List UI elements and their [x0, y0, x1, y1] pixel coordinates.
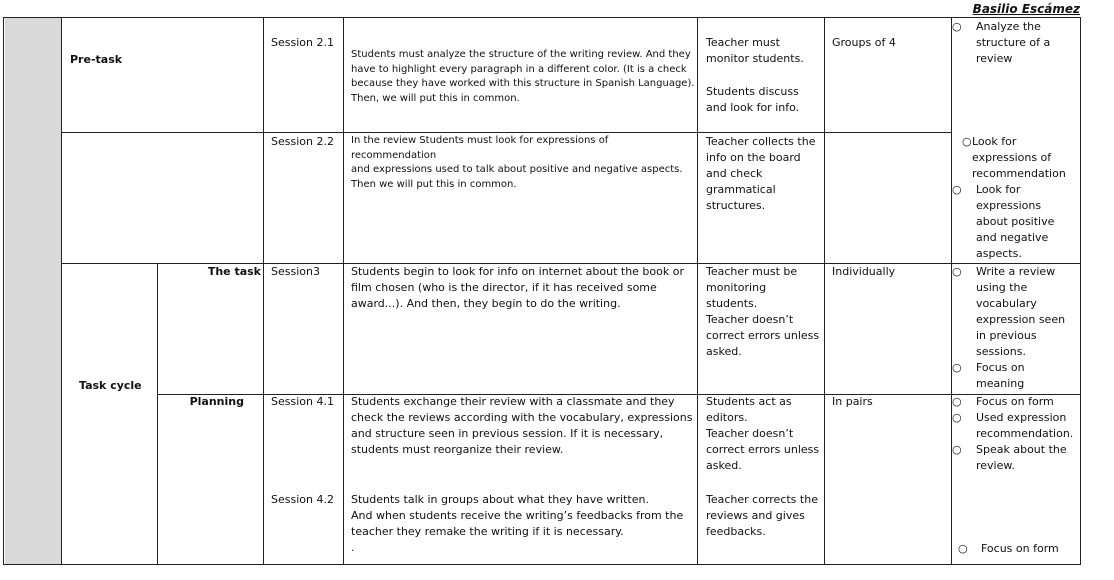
objectives-list	[952, 394, 1080, 474]
list-item: ○ Focus on meaning	[952, 361, 1025, 390]
grouping: Groups of 4	[832, 36, 896, 49]
list-item: ○ Speak about the review.	[952, 443, 1067, 472]
list-item: ○ Write a review using the vocabulary expression seen in previous sessions.	[952, 265, 1066, 358]
stage-task-cycle: Task cycle	[79, 379, 142, 392]
substage-planning: Planning	[189, 395, 244, 408]
session-label: Session 2.1	[271, 36, 334, 49]
list-item: ○ Look for expressions of recommendation	[962, 135, 1066, 180]
teacher-role: Teacher corrects the reviews and gives feedbacks.	[706, 493, 818, 538]
session-label: Session 4.2	[271, 493, 334, 506]
bullet-circle-icon: ○	[952, 20, 962, 33]
list-item: ○ Analyze the structure of a review	[952, 20, 1051, 65]
col-divider	[1080, 17, 1081, 565]
teacher-role: Teacher collects the info on the board and check grammatical structures.	[706, 135, 816, 212]
bullet-circle-icon: ○	[952, 443, 962, 456]
grouping: In pairs	[832, 395, 873, 408]
col-divider	[824, 17, 825, 565]
col-divider	[697, 17, 698, 565]
col-divider	[263, 17, 264, 565]
activity-description: Students must analyze the structure of the writing review. And they have to highlight every paragraph in a different color. (It is a check because they have worked with this structure in Spanish Language). Then, we will put this in common.	[351, 49, 695, 104]
table-border-bottom	[3, 564, 1081, 565]
activity-description: Students begin to look for info on internet about the book or film chosen (who is the director, if it has received some award...). And then, they begin to do the writing.	[351, 265, 684, 310]
bullet-circle-icon: ○	[952, 395, 962, 408]
table-border-top	[3, 17, 1081, 18]
col-divider	[61, 17, 62, 565]
row-divider	[61, 132, 951, 133]
col-divider	[343, 17, 344, 565]
teacher-role: Students discuss and look for info.	[706, 85, 800, 114]
list-item: ○ Focus on form	[958, 542, 1059, 555]
shaded-column	[5, 18, 61, 564]
bullet-circle-icon: ○	[958, 542, 968, 555]
substage-the-task: The task	[207, 265, 261, 278]
author-name: Basilio Escámez	[972, 2, 1080, 16]
bullet-circle-icon: ○	[952, 411, 962, 424]
teacher-role: Teacher must monitor students.	[706, 36, 804, 65]
bullet-circle-icon: ○	[962, 135, 972, 148]
objectives-list	[952, 264, 1080, 392]
activity-description: In the review Students must look for expressions of recommendation and expressions used to talk about positive and negative aspects. Then we will put this in common.	[351, 135, 683, 190]
col-divider	[157, 264, 158, 565]
activity-description: Students exchange their review with a classmate and they check the reviews according with the vocabulary, expressions and structure seen in previous session. If it is necessary, students must reorganize their review.	[351, 395, 693, 456]
bullet-circle-icon: ○	[952, 183, 962, 196]
teacher-role: Teacher must be monitoring students. Teacher doesn’t correct errors unless asked.	[706, 265, 820, 358]
activity-description: Students talk in groups about what they have written. And when students receive the writing’s feedbacks from the teacher they remake the writing if it is necessary. .	[351, 493, 684, 554]
objectives-list	[952, 134, 1080, 262]
session-label: Session3	[271, 265, 320, 278]
col-divider	[3, 17, 4, 565]
stage-pre-task: Pre-task	[70, 53, 123, 66]
list-item: ○ Focus on form	[952, 395, 1054, 408]
list-item: ○ Used expression recommendation.	[952, 411, 1074, 440]
grouping: Individually	[832, 265, 896, 278]
bullet-circle-icon: ○	[952, 265, 962, 278]
session-label: Session 2.2	[271, 135, 334, 148]
bullet-circle-icon: ○	[952, 361, 962, 374]
objectives-list	[952, 541, 1080, 557]
teacher-role: Students act as editors. Teacher doesn’t correct errors unless asked.	[706, 395, 820, 472]
session-label: Session 4.1	[271, 395, 334, 408]
list-item: ○ Look for expressions about positive and negative aspects.	[952, 183, 1055, 260]
objectives-list	[952, 19, 1080, 67]
